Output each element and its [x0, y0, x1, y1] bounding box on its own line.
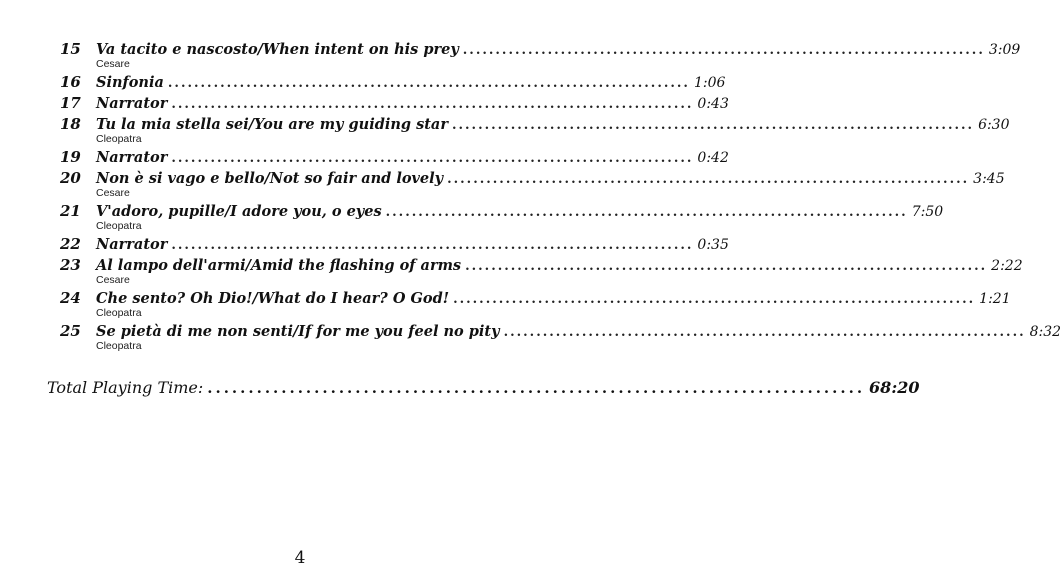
- dot-leader: ................................................................................: [207, 379, 866, 397]
- dot-leader: ................................................................................: [385, 205, 908, 220]
- dot-leader: ................................................................................: [503, 325, 1026, 340]
- track-number: 23: [60, 256, 81, 274]
- track-item: [60, 256, 1023, 286]
- track-number: 24: [60, 289, 81, 307]
- track-title: Narrator: [96, 236, 168, 253]
- track-title: Non è si vago e bello/Not so fair and lovely: [96, 170, 444, 187]
- track-singer: Cleopatra: [96, 220, 142, 232]
- track-list: [60, 40, 1061, 355]
- track-duration: 3:45: [973, 171, 1005, 187]
- track-item: [60, 40, 1021, 70]
- track-title: Narrator: [96, 149, 168, 166]
- track-number: 16: [60, 73, 81, 91]
- track-number: 22: [60, 235, 81, 253]
- page-number: 4: [294, 548, 306, 568]
- track-singer: Cleopatra: [96, 307, 142, 319]
- dot-leader: ................................................................................: [171, 238, 694, 253]
- dot-leader: ................................................................................: [453, 292, 976, 307]
- track-title: Sinfonia: [96, 74, 164, 91]
- track-number: 21: [60, 202, 81, 220]
- track-item: [60, 289, 1011, 319]
- track-duration: 0:42: [697, 150, 729, 166]
- track-title: Tu la mia stella sei/You are my guiding star: [96, 116, 448, 133]
- track-title: Se pietà di me non senti/If for me you feel no pity: [96, 323, 500, 340]
- track-singer: Cesare: [96, 187, 130, 199]
- track-number: 15: [60, 40, 81, 58]
- track-number: 20: [60, 169, 81, 187]
- total-playing-time: [47, 377, 920, 399]
- track-title: V'adoro, pupille/I adore you, o eyes: [96, 203, 382, 220]
- track-duration: 1:06: [693, 75, 726, 91]
- track-singer: Cesare: [96, 274, 130, 286]
- track-number: 25: [60, 322, 81, 340]
- track-title: Narrator: [96, 95, 168, 112]
- track-number: 19: [60, 148, 81, 166]
- dot-leader: ................................................................................: [447, 172, 970, 187]
- track-singer: Cleopatra: [96, 133, 142, 145]
- dot-leader: ................................................................................: [167, 76, 690, 91]
- track-item: [60, 169, 1005, 199]
- track-duration: 2:22: [991, 258, 1023, 274]
- track-title: Va tacito e nascosto/When intent on his prey: [96, 41, 459, 58]
- track-item: [60, 322, 1061, 352]
- track-duration: 6:30: [978, 117, 1010, 133]
- track-singer: Cesare: [96, 58, 130, 70]
- track-item: [60, 202, 944, 232]
- track-duration: 8:32: [1029, 324, 1061, 340]
- track-duration: 7:50: [911, 204, 944, 220]
- total-duration: 68:20: [869, 378, 920, 397]
- track-duration: 1:21: [979, 291, 1011, 307]
- track-title: Che sento? Oh Dio!/What do I hear? O God!: [96, 290, 450, 307]
- track-item: [60, 73, 726, 91]
- dot-leader: ................................................................................: [171, 97, 694, 112]
- track-item: [60, 148, 729, 166]
- dot-leader: ................................................................................: [451, 118, 975, 133]
- track-duration: 3:09: [988, 42, 1021, 58]
- track-number: 17: [60, 94, 81, 112]
- track-item: [60, 94, 729, 112]
- track-number: 18: [60, 115, 81, 133]
- track-duration: 0:43: [697, 96, 729, 112]
- track-singer: Cleopatra: [96, 340, 142, 352]
- track-item: [60, 235, 729, 253]
- track-duration: 0:35: [697, 237, 729, 253]
- dot-leader: ................................................................................: [465, 259, 988, 274]
- dot-leader: ................................................................................: [171, 151, 694, 166]
- dot-leader: ................................................................................: [462, 43, 985, 58]
- track-item: [60, 115, 1010, 145]
- track-title: Al lampo dell'armi/Amid the flashing of arms: [96, 257, 462, 274]
- total-label: Total Playing Time:: [47, 378, 204, 397]
